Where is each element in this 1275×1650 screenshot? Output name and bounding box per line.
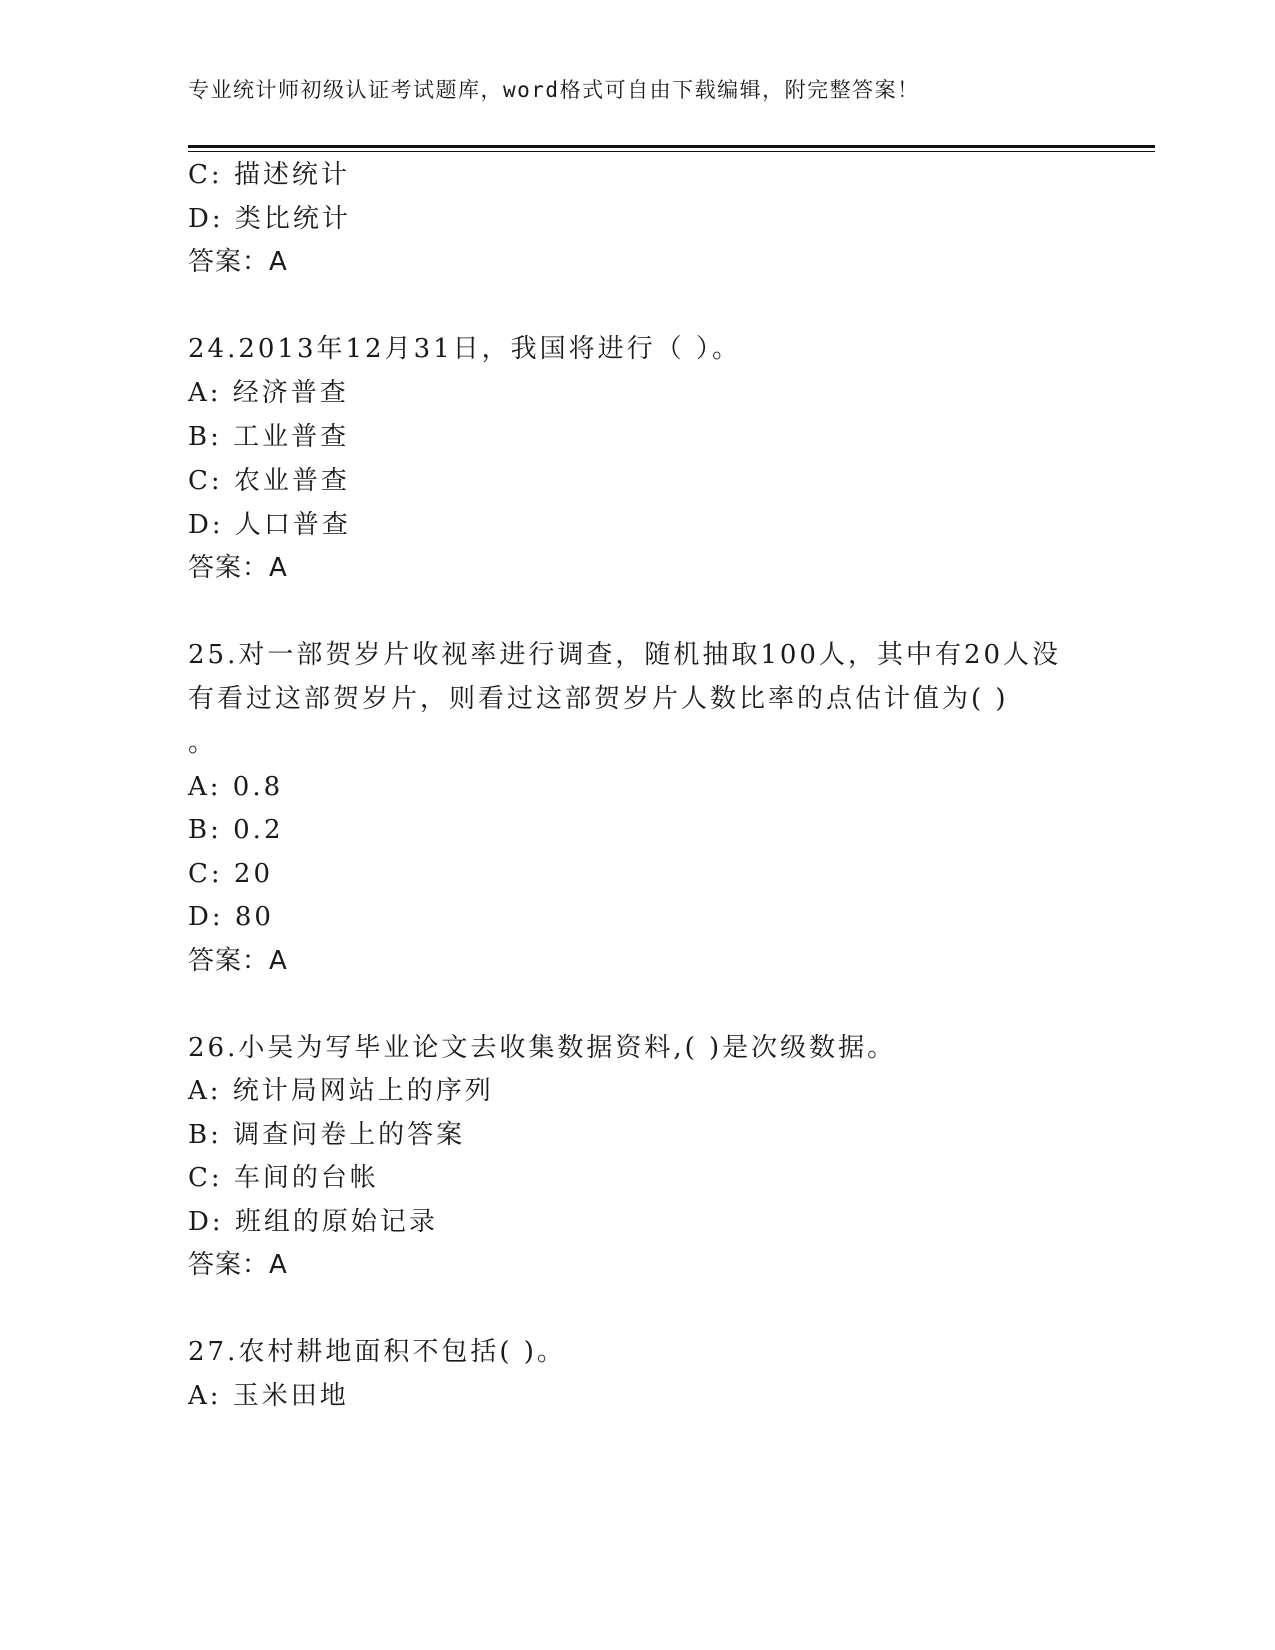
q27-option-a: A: 玉米田地 <box>188 1381 349 1411</box>
q25-option-c: C: 20 <box>188 859 274 889</box>
prev-option-c: C: 描述统计 <box>188 160 350 190</box>
q24-answer: 答案：A <box>188 553 288 583</box>
q25-stem-line1: 25.对一部贺岁片收视率进行调查，随机抽取100人，其中有20人没 <box>188 640 1062 670</box>
q24-option-c: C: 农业普查 <box>188 466 350 496</box>
q25-stem-line3: 。 <box>188 728 218 758</box>
q26-option-a: A: 统计局网站上的序列 <box>188 1076 494 1106</box>
q26-stem: 26.小吴为写毕业论文去收集数据资料,( )是次级数据。 <box>188 1033 897 1063</box>
prev-answer: 答案：A <box>188 247 288 277</box>
q25-option-b: B: 0.2 <box>188 815 284 845</box>
q24-option-d: D: 人口普查 <box>188 510 351 540</box>
q24-stem: 24.2013年12月31日，我国将进行（ ）。 <box>188 334 741 364</box>
q25-option-d: D: 80 <box>188 902 274 932</box>
header-divider-thick <box>188 145 1155 148</box>
q25-option-a: A: 0.8 <box>188 772 284 802</box>
q27-stem: 27.农村耕地面积不包括( )。 <box>188 1337 566 1367</box>
page-header-title: 专业统计师初级认证考试题库，word格式可自由下载编辑，附完整答案！ <box>188 78 920 102</box>
q26-option-c: C: 车间的台帐 <box>188 1163 379 1193</box>
q26-answer: 答案：A <box>188 1250 288 1280</box>
q24-option-a: A: 经济普查 <box>188 378 349 408</box>
q24-option-b: B: 工业普查 <box>188 422 350 452</box>
q25-stem-line2: 有看过这部贺岁片，则看过这部贺岁片人数比率的点估计值为( ) <box>188 684 1009 714</box>
prev-option-d: D: 类比统计 <box>188 204 351 234</box>
header-divider-thin <box>188 151 1155 152</box>
q25-answer: 答案：A <box>188 946 288 976</box>
q26-option-d: D: 班组的原始记录 <box>188 1207 438 1237</box>
q26-option-b: B: 调查问卷上的答案 <box>188 1120 466 1150</box>
